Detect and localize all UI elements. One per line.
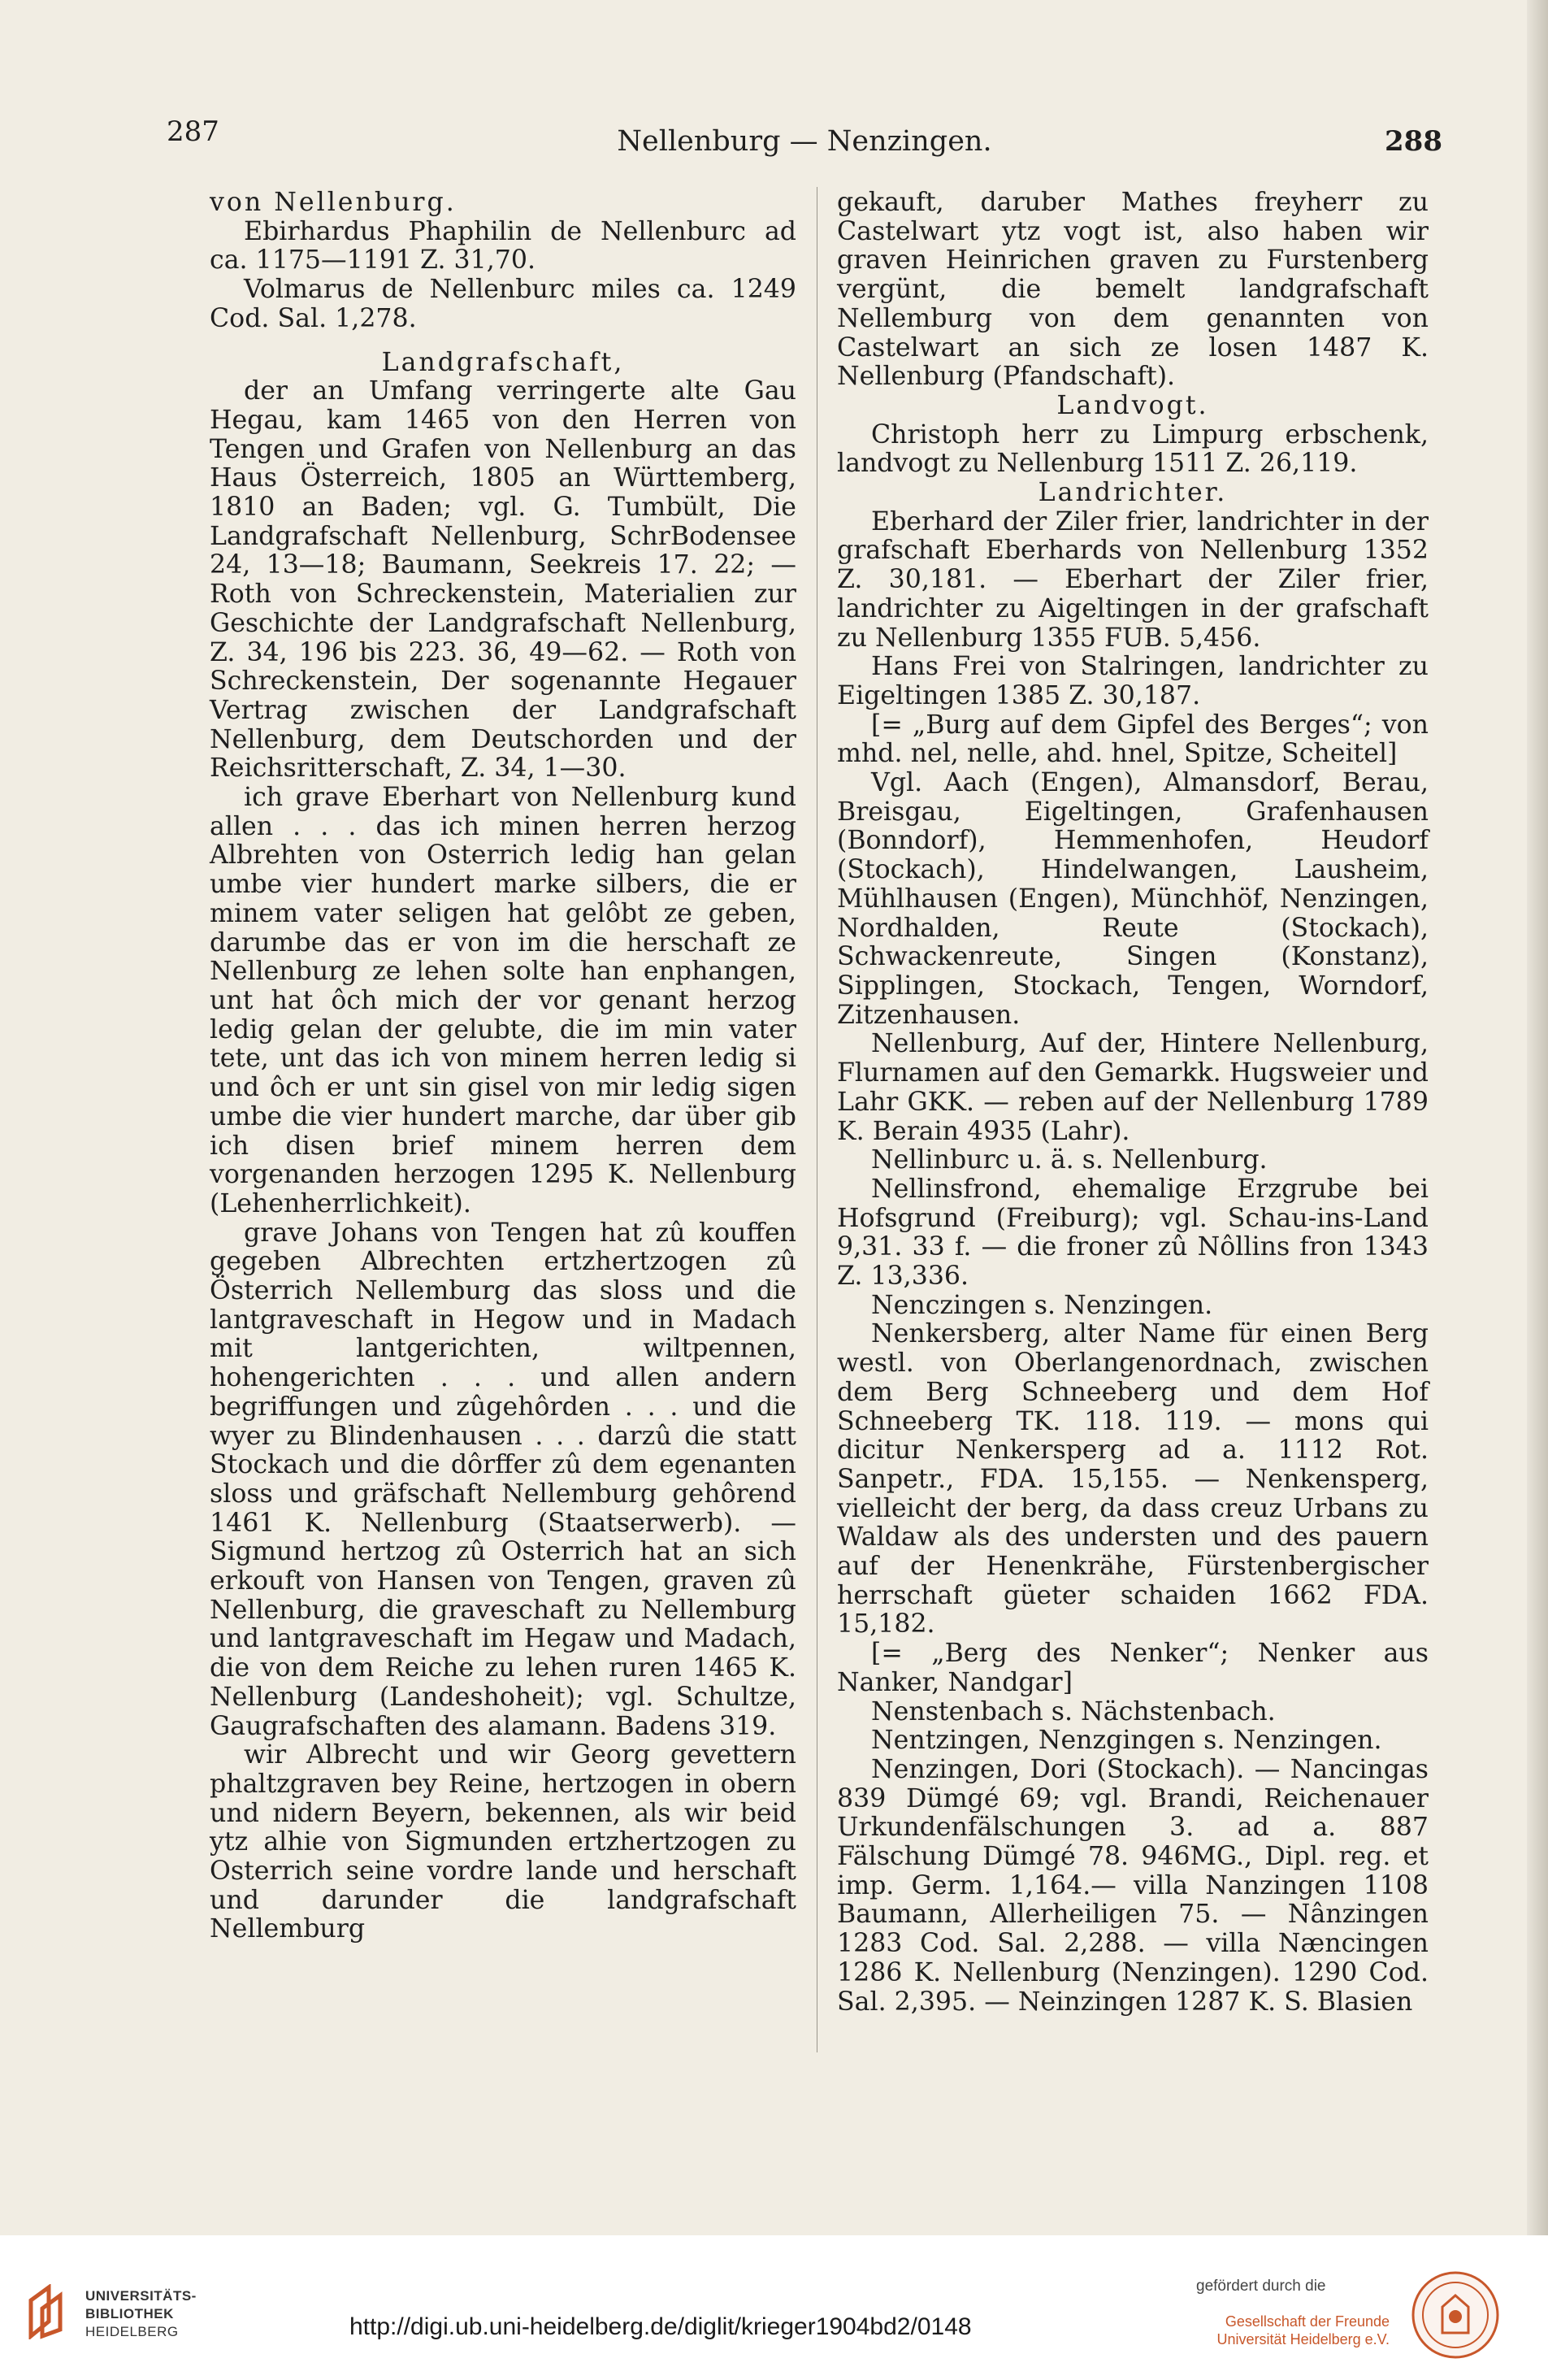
- entry-paragraph: [= „Berg des Nenker“; Nenker aus Nanker, Nandgar]: [837, 1639, 1429, 1697]
- entry-paragraph: Nenczingen s. Nenzingen.: [871, 1290, 1213, 1320]
- library-name-line: UNIVERSITÄTS-: [85, 2288, 197, 2304]
- entry-paragraph: Volmarus de Nellenburc miles ca. 1249 Cod. Sal. 1,278.: [210, 275, 796, 333]
- library-name-line: HEIDELBERG: [85, 2324, 179, 2339]
- entry-paragraph: wir Albrecht und wir Georg gevettern phaltzgraven bey Reine, hertzogen in obern und nidern Beyern, bekennen, als wir beid ytz alhie von Sigmunden ertzhertzogen zu Osterrich seine vordre lande und herschaft und darunder die landgrafschaft Nellemburg: [210, 1740, 796, 1944]
- support-label: gefördert durch die: [1196, 2278, 1326, 2295]
- footer-bar: [0, 2235, 1548, 2380]
- university-seal-icon: [1410, 2269, 1501, 2360]
- library-name-line: BIBLIOTHEK: [85, 2306, 174, 2321]
- running-title: Nellenburg — Nenzingen.: [617, 125, 992, 158]
- entry-paragraph: Nellinburc u. ä. s. Nellenburg.: [871, 1145, 1268, 1175]
- section-heading: Landrichter.: [1038, 478, 1228, 508]
- section-heading: Landvogt.: [1056, 390, 1209, 420]
- library-logo-icon: [24, 2284, 73, 2339]
- right-column: [837, 189, 1429, 2017]
- page-header: [167, 107, 1442, 156]
- entry-paragraph: Eberhard der Ziler frier, landrichter in der grafschaft Eberhards von Nellenburg 1352 Z. 30,181. — Eberhart der Ziler frier, landrichter zu Aigeltingen in der grafschaft zu Nellenburg 1355 FUB. 5,456.: [837, 506, 1429, 653]
- entry-paragraph: Nentzingen, Nenzgingen s. Nenzingen.: [871, 1726, 1382, 1756]
- entry-paragraph: von Nellenburg.: [210, 188, 457, 217]
- entry-paragraph: gekauft, daruber Mathes freyherr zu Castelwart ytz vogt ist, also haben wir graven Heinrichen graven zu Furstenberg vergünt, die bemelt landgrafschaft Nellemburg von dem genannten von Castelwart an sich ze losen 1487 K. Nellenburg (Pfandschaft).: [837, 188, 1429, 392]
- support-organization-line: Gesellschaft der Freunde: [1225, 2313, 1390, 2330]
- entry-paragraph: der an Umfang verringerte alte Gau Hegau, kam 1465 von den Herren von Tengen und Grafen von Nellenburg an das Haus Österreich, 1805 an Württemberg, 1810 an Baden; vgl. G. Tumbült, Die Landgrafschaft Nellenburg, SchrBodensee 24, 13—18; Baumann, Seekreis 17. 22; — Roth von Schreckenstein, Materialien zur Geschichte der Landgrafschaft Nellenburg, Z. 34, 196 bis 223. 36, 49—62. — Roth von Schreckenstein, Der sogenannte Hegauer Vertrag zwischen der Landgrafschaft Nellenburg, dem Deutschorden und der Reichsritterschaft, Z. 34, 1—30.: [210, 376, 796, 784]
- entry-paragraph: Vgl. Aach (Engen), Almansdorf, Berau, Breisgau, Eigeltingen, Grafenhausen (Bonndorf), Hemmenhofen, Heudorf (Stockach), Hindelwangen, Lausheim, Mühlhausen (Engen), Münchhöf, Nenzingen, Nordhalden, Reute (Stockach), Schwackenreute, Singen (Konstanz), Sipplingen, Stockach, Tengen, Worndorf, Zitzenhausen.: [837, 768, 1429, 1030]
- entry-paragraph: Hans Frei von Stalringen, landrichter zu Eigeltingen 1385 Z. 30,187.: [837, 652, 1429, 710]
- entry-paragraph: Christoph herr zu Limpurg erbschenk, landvogt zu Nellenburg 1511 Z. 26,119.: [837, 419, 1429, 479]
- entry-paragraph: [= „Burg auf dem Gipfel des Berges“; von mhd. nel, nelle, ahd. hnel, Spitze, Scheitel]: [837, 710, 1429, 769]
- entry-paragraph: Ebirhardus Phaphilin de Nellenburc ad ca. 1175—1191 Z. 31,70.: [210, 216, 796, 276]
- entry-paragraph: Nenkersberg, alter Name für einen Berg westl. von Oberlangenordnach, zwischen dem Berg Schneeberg und dem Hof Schneeberg TK. 118. 119. — mons qui dicitur Nenkersperg ad a. 1112 Rot. Sanpetr., FDA. 15,155. — Nenkensperg, vielleicht der berg, da dass creuz Urbans zu Waldaw als des understen und des pauern auf der Henenkrähe, Fürstenbergischer herrschaft güeter schaiden 1662 FDA. 15,182.: [837, 1319, 1429, 1640]
- left-column: [210, 189, 796, 1944]
- entry-paragraph: grave Johans von Tengen hat zû kouffen gegeben Albrechten ertzhertzogen zû Österrich Nellemburg das sloss und die lantgraveschaft in Hegow und in Madach mit lantgerichten, wiltpennen, hohengerichten . . . und allen andern begriffungen und zûgehôrden . . . und die wyer zu Blindenhausen . . . darzû die statt Stockach und die dôrffer zû dem egenanten sloss und gräfschaft Nellemburg gehôrend 1461 K. Nellenburg (Staatserwerb). — Sigmund hertzog zû Osterrich hat an sich erkouft von Hansen von Tengen, graven zû Nellenburg, die graveschaft zu Nellemburg und lantgraveschaft im Hegaw und Madach, die von dem Reiche zu lehen ruren 1465 K. Nellenburg (Landeshoheit); vgl. Schultze, Gaugrafschaften des alamann. Badens 319.: [210, 1218, 796, 1741]
- right-page-number: 288: [1385, 125, 1442, 158]
- entry-paragraph: Nenstenbach s. Nächstenbach.: [871, 1696, 1276, 1726]
- section-heading: Landgrafschaft,: [381, 347, 625, 377]
- entry-paragraph: Nellenburg, Auf der, Hintere Nellenburg, Flurnamen auf den Gemarkk. Hugsweier und Lahr GKK. — reben auf der Nellenburg 1789 K. Berain 4935 (Lahr).: [837, 1029, 1429, 1146]
- entry-paragraph: Nenzingen, Dori (Stockach). — Nancingas 839 Dümgé 69; vgl. Brandi, Reichenauer Urkundenfälschungen 3. ad a. 887 Fälschung Dümgé 78. 946MG., Dipl. reg. et imp. Germ. 1,164.— villa Nanzingen 1108 Baumann, Allerheiligen 75. — Nânzingen 1283 Cod. Sal. 2,288. — villa Næncingen 1286 K. Nellenburg (Nenzingen). 1290 Cod. Sal. 2,395. — Neinzingen 1287 K. S. Blasien: [837, 1754, 1429, 2017]
- left-page-number: 287: [167, 115, 219, 148]
- permalink-url[interactable]: http://digi.ub.uni-heidelberg.de/diglit/krieger1904bd2/0148: [349, 2313, 972, 2340]
- page-edge-shadow: [1527, 0, 1548, 2235]
- library-name: [85, 2287, 197, 2341]
- support-organization-line: Universität Heidelberg e.V.: [1216, 2331, 1390, 2347]
- entry-paragraph: Nellinsfrond, ehemalige Erzgrube bei Hofsgrund (Freiburg); vgl. Schau-ins-Land 9,31. 33 f. — die froner zû Nôllins fron 1343 Z. 13,336.: [837, 1174, 1429, 1292]
- entry-paragraph: ich grave Eberhart von Nellenburg kund allen . . . das ich minen herren herzog Albrehten von Osterrich ledig han gelan umbe vier hundert marke silbers, die er minem vater seligen hat gelôbt ze geben, darumbe das er von im die herschaft ze Nellenburg ze lehen solte han enphangen, unt hat ôch mich der vor genant herzog ledig gelan der gelubte, die im min vater tete, unt das ich von minem herren ledig si und ôch er unt sin gisel von mir ledig sigen umbe die vier hundert marche, dar über gib ich disen brief minem herren dem vorgenanden herzogen 1295 K. Nellenburg (Lehenherrlichkeit).: [210, 783, 796, 1218]
- support-organization: [1203, 2313, 1390, 2348]
